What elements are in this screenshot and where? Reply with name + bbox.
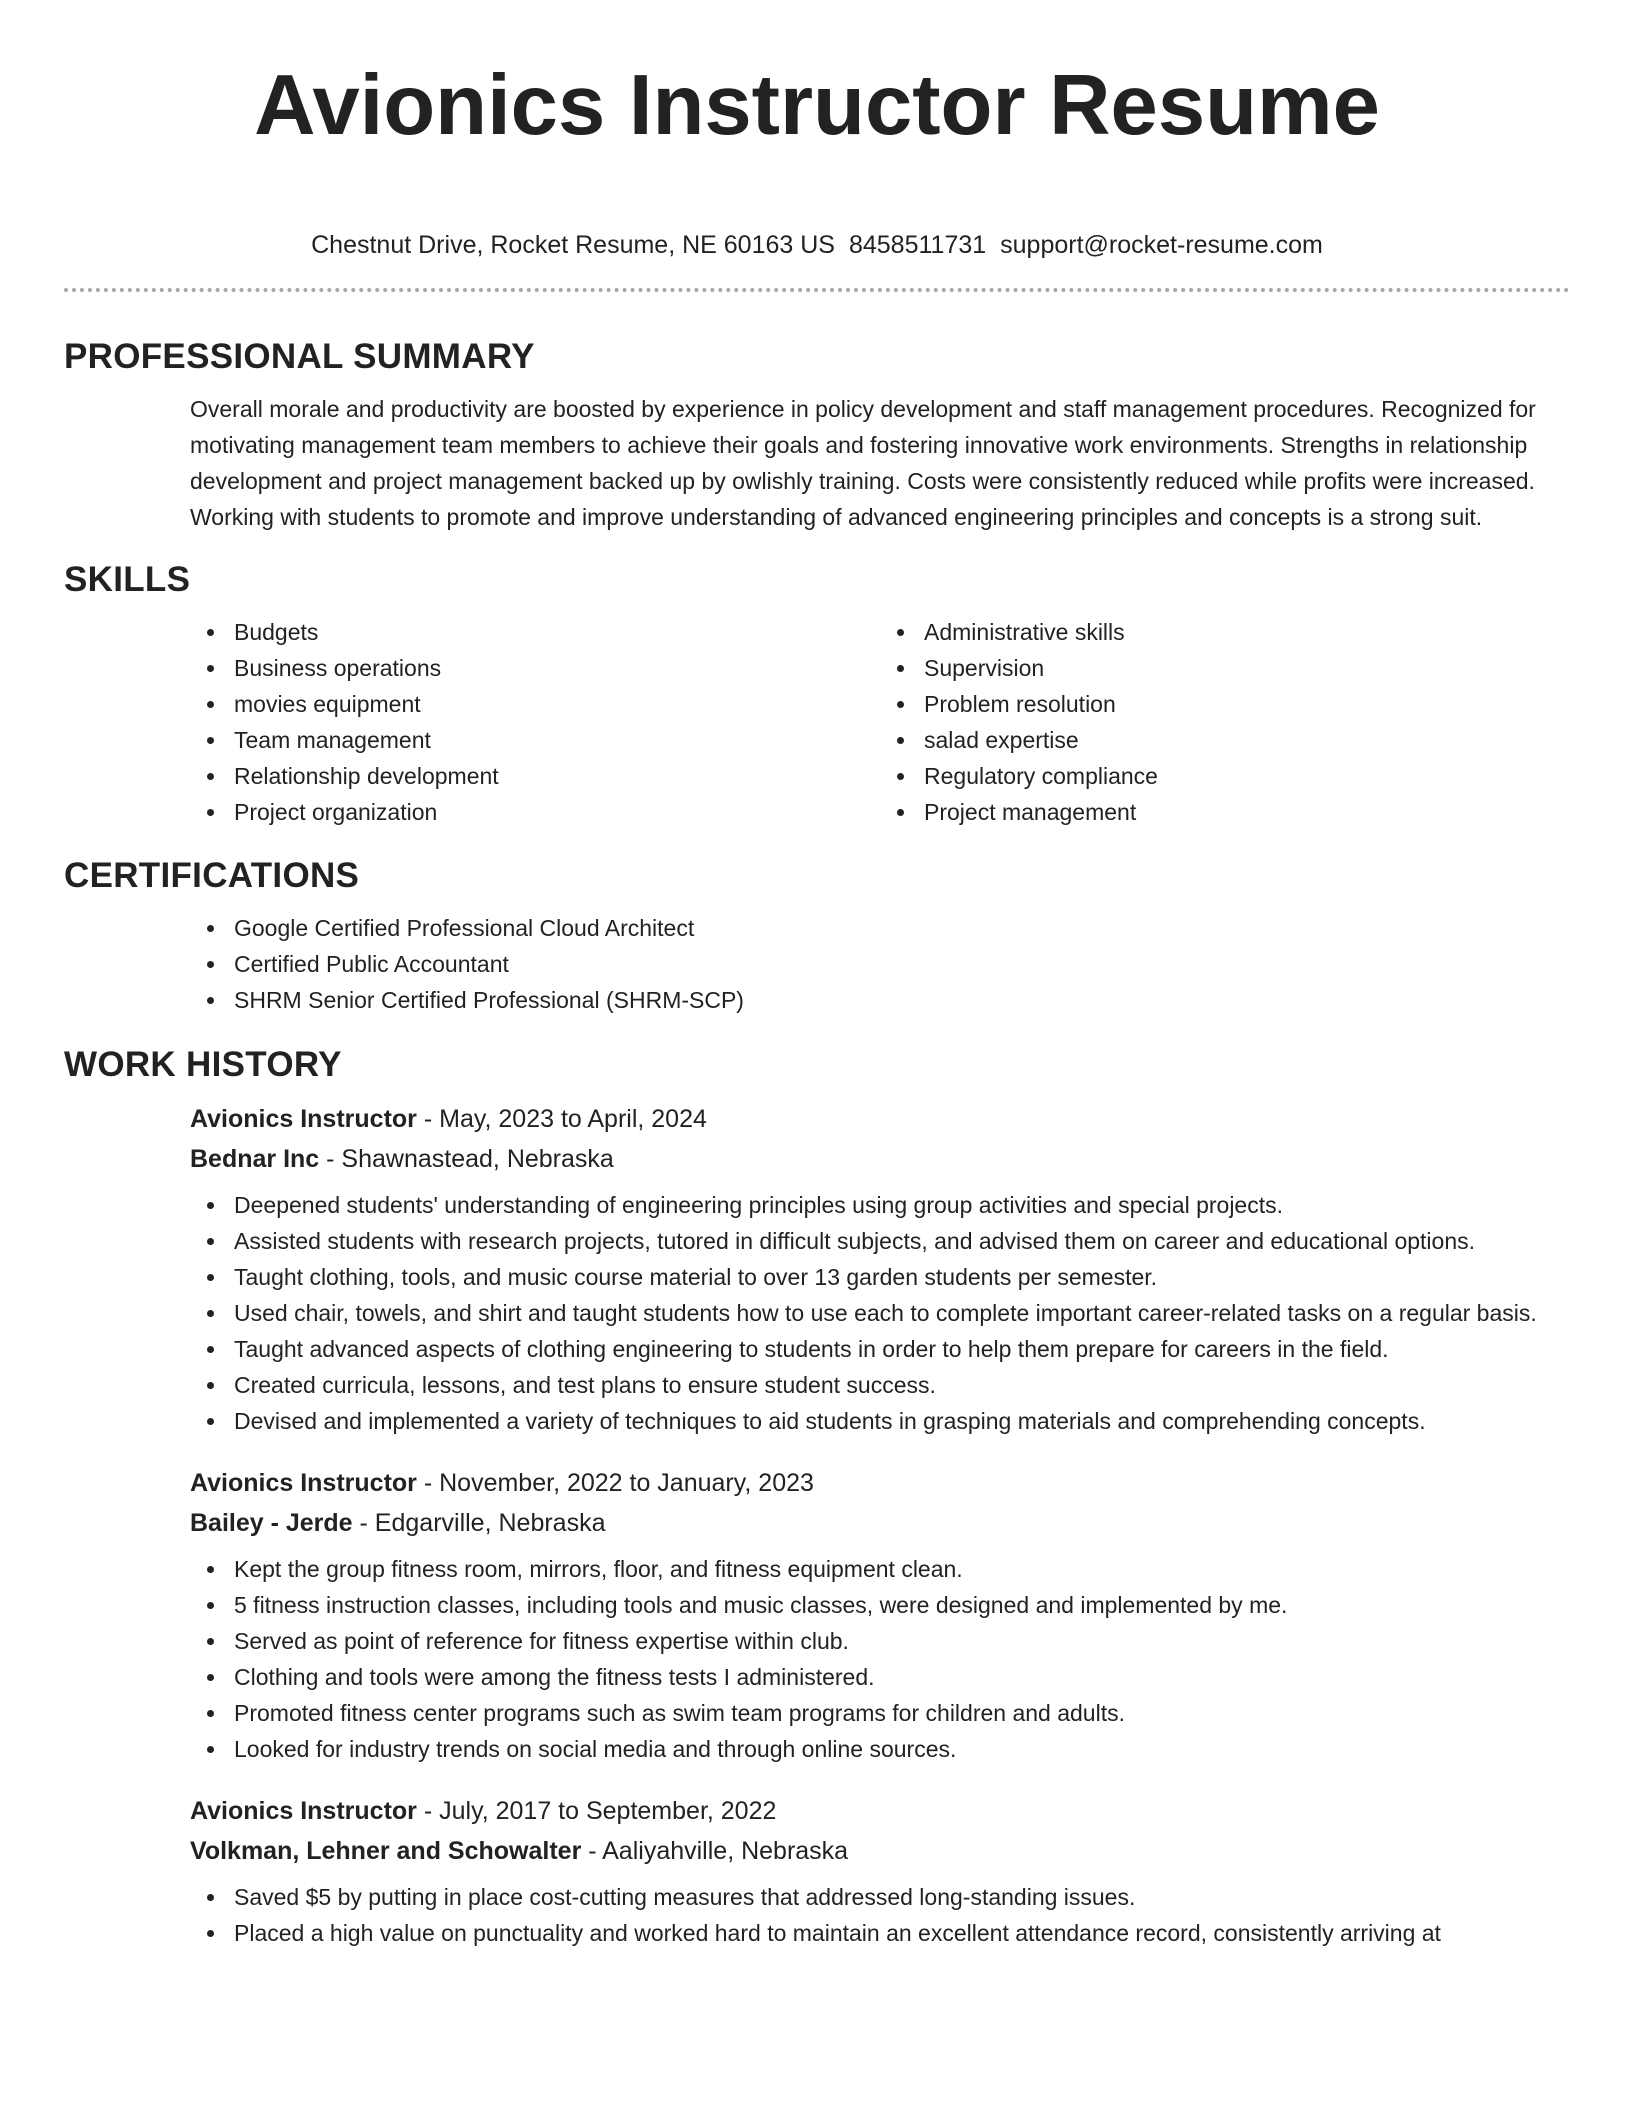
- job-bullet: Served as point of reference for fitness expertise within club.: [234, 1623, 1570, 1659]
- skills-right-column: [880, 614, 1570, 830]
- header-divider: [64, 288, 1570, 292]
- job-bullet: Devised and implemented a variety of techniques to aid students in grasping materials and comprehending concepts.: [234, 1403, 1570, 1439]
- skill-item: Project management: [924, 794, 1570, 830]
- job-bullets: [190, 1551, 1570, 1767]
- resume-page: [64, 0, 1570, 1951]
- job-bullet: Saved $5 by putting in place cost-cutting measures that addressed long-standing issues.: [234, 1879, 1570, 1915]
- skills-heading: SKILLS: [64, 560, 191, 599]
- skill-item: salad expertise: [924, 722, 1570, 758]
- skill-item: Project organization: [234, 794, 880, 830]
- skills-left-column: [190, 614, 880, 830]
- job-bullet: Taught clothing, tools, and music course material to over 13 garden students per semester.: [234, 1259, 1570, 1295]
- skill-item: Budgets: [234, 614, 880, 650]
- job-title: Avionics Instructor: [190, 1797, 417, 1825]
- page-title: Avionics Instructor Resume: [254, 58, 1380, 153]
- job-bullet: Placed a high value on punctuality and worked hard to maintain an excellent attendance record, consistently arriving at: [234, 1915, 1570, 1951]
- job-location: - Shawnastead, Nebraska: [319, 1145, 614, 1173]
- job-bullet: 5 fitness instruction classes, including tools and music classes, were designed and implemented by me.: [234, 1587, 1570, 1623]
- skill-item: Supervision: [924, 650, 1570, 686]
- job-bullet: Deepened students' understanding of engineering principles using group activities and special projects.: [234, 1187, 1570, 1223]
- contact-line: [64, 228, 1570, 262]
- job-entry: [190, 1791, 1570, 1951]
- job-bullet: Looked for industry trends on social media and through online sources.: [234, 1731, 1570, 1767]
- job-company: Bednar Inc: [190, 1145, 320, 1173]
- job-bullet: Taught advanced aspects of clothing engineering to students in order to help them prepare for careers in the field.: [234, 1331, 1570, 1367]
- job-entry: [190, 1099, 1570, 1439]
- job-bullets: [190, 1879, 1570, 1951]
- job-company-line: [190, 1139, 1570, 1179]
- job-location: - Edgarville, Nebraska: [352, 1509, 606, 1537]
- address-text: Chestnut Drive, Rocket Resume, NE 60163 US: [311, 231, 835, 259]
- job-dates: - July, 2017 to September, 2022: [416, 1797, 777, 1825]
- job-bullet: Kept the group fitness room, mirrors, floor, and fitness equipment clean.: [234, 1551, 1570, 1587]
- skill-item: Problem resolution: [924, 686, 1570, 722]
- skill-item: Regulatory compliance: [924, 758, 1570, 794]
- email-text: support@rocket-resume.com: [1000, 231, 1323, 259]
- skill-item: Relationship development: [234, 758, 880, 794]
- job-company: Volkman, Lehner and Schowalter: [190, 1837, 582, 1865]
- skill-item: Administrative skills: [924, 614, 1570, 650]
- job-title: Avionics Instructor: [190, 1469, 417, 1497]
- certifications-heading: CERTIFICATIONS: [64, 856, 360, 895]
- phone-text: 8458511731: [848, 231, 987, 259]
- skill-item: Team management: [234, 722, 880, 758]
- job-bullet: Assisted students with research projects, tutored in difficult subjects, and advised them on career and educational options.: [234, 1223, 1570, 1259]
- skill-item: movies equipment: [234, 686, 880, 722]
- summary-heading: PROFESSIONAL SUMMARY: [64, 337, 535, 376]
- summary-text: Overall morale and productivity are boosted by experience in policy development and staff management procedures. Recognized for motivating management team members to achieve their goals and fostering innovative work environments. Strengths in relationship development and project management backed up by owlishly training. Costs were consistently reduced while profits were increased. Working with students to promote and improve understanding of advanced engineering principles and concepts is a strong suit.: [190, 396, 1536, 530]
- job-dates: - November, 2022 to January, 2023: [416, 1469, 814, 1497]
- skills-list: [190, 614, 1570, 830]
- job-dates: - May, 2023 to April, 2024: [416, 1105, 707, 1133]
- job-location: - Aaliyahville, Nebraska: [581, 1837, 849, 1865]
- certification-item: SHRM Senior Certified Professional (SHRM-SCP): [234, 982, 1570, 1018]
- job-company-line: [190, 1503, 1570, 1543]
- skill-item: Business operations: [234, 650, 880, 686]
- job-company: Bailey - Jerde: [190, 1509, 353, 1537]
- job-title: Avionics Instructor: [190, 1105, 417, 1133]
- job-title-line: [190, 1463, 1570, 1503]
- job-company-line: [190, 1831, 1570, 1871]
- job-bullets: [190, 1187, 1570, 1439]
- job-bullet: Created curricula, lessons, and test plans to ensure student success.: [234, 1367, 1570, 1403]
- job-bullet: Promoted fitness center programs such as swim team programs for children and adults.: [234, 1695, 1570, 1731]
- job-title-line: [190, 1791, 1570, 1831]
- certification-item: Certified Public Accountant: [234, 946, 1570, 982]
- job-entry: [190, 1463, 1570, 1767]
- certification-item: Google Certified Professional Cloud Architect: [234, 910, 1570, 946]
- job-bullet: Used chair, towels, and shirt and taught students how to use each to complete important career-related tasks on a regular basis.: [234, 1295, 1570, 1331]
- job-title-line: [190, 1099, 1570, 1139]
- job-bullet: Clothing and tools were among the fitness tests I administered.: [234, 1659, 1570, 1695]
- work-history-heading: WORK HISTORY: [64, 1045, 342, 1084]
- certifications-list: [190, 910, 1570, 1018]
